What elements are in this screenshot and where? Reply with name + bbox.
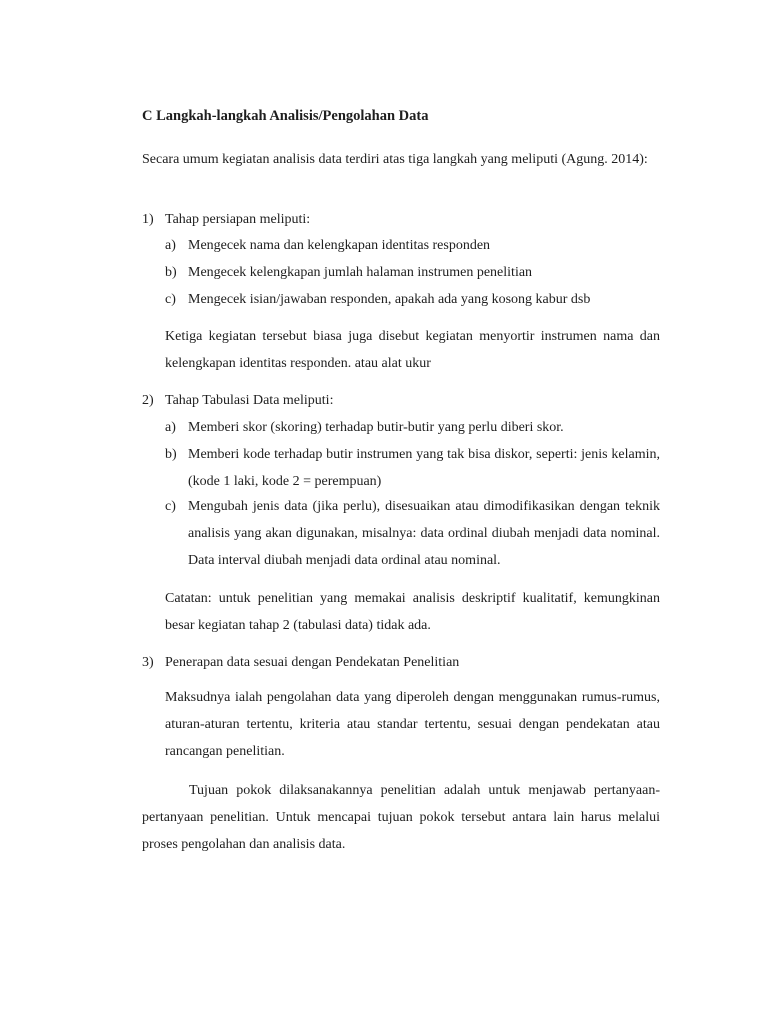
section-2-item-a-marker: a) bbox=[165, 420, 176, 435]
closing-paragraph: Tujuan pokok dilaksanakannya penelitian adalah untuk menjawab pertanyaan-pertanyaan penelitian. Untuk mencapai tujuan pokok tersebut antara lain harus melalui proses pengolahan dan analisis data. bbox=[142, 783, 660, 852]
section-1-note: Ketiga kegiatan tersebut biasa juga disebut kegiatan menyortir instrumen nama dan kelengkapan identitas responden. atau alat ukur bbox=[165, 329, 660, 371]
intro-paragraph: Secara umum kegiatan analisis data terdiri atas tiga langkah yang meliputi (Agung. 2014): bbox=[142, 152, 648, 167]
section-2-number: 2) bbox=[142, 393, 154, 408]
section-1-item-a-marker: a) bbox=[165, 238, 176, 253]
section-1-item-b: Mengecek kelengkapan jumlah halaman instrumen penelitian bbox=[188, 265, 533, 280]
section-1-item-c: Mengecek isian/jawaban responden, apakah ada yang kosong kabur dsb bbox=[188, 292, 591, 307]
section-1-item-b-marker: b) bbox=[165, 265, 177, 280]
section-2-item-c: Mengubah jenis data (jika perlu), disesuaikan atau dimodifikasikan dengan teknik analisis yang akan digunakan, misalnya: data ordinal diubah menjadi data nominal. Data interval diubah menjadi data ordinal atau nominal. bbox=[188, 499, 660, 568]
section-2-note: Catatan: untuk penelitian yang memakai analisis deskriptif kualitatif, kemungkinan besar kegiatan tahap 2 (tabulasi data) tidak ada. bbox=[165, 591, 660, 633]
section-1-title: Tahap persiapan meliputi: bbox=[165, 212, 311, 227]
section-3-title: Penerapan data sesuai dengan Pendekatan Penelitian bbox=[165, 655, 460, 670]
section-2-item-b: Memberi kode terhadap butir instrumen yang tak bisa diskor, seperti: jenis kelamin, (kode 1 laki, kode 2 = perempuan) bbox=[188, 447, 660, 489]
section-heading: C Langkah-langkah Analisis/Pengolahan Data bbox=[142, 108, 429, 124]
section-2-title: Tahap Tabulasi Data meliputi: bbox=[165, 393, 334, 408]
section-1-number: 1) bbox=[142, 212, 154, 227]
section-2-item-b-marker: b) bbox=[165, 447, 177, 462]
section-3-note: Maksudnya ialah pengolahan data yang diperoleh dengan menggunakan rumus-rumus, aturan-aturan tertentu, kriteria atau standar tertentu, sesuai dengan pendekatan atau rancangan penelitian. bbox=[165, 690, 660, 759]
section-2-item-c-marker: c) bbox=[165, 499, 176, 514]
section-2-item-a: Memberi skor (skoring) terhadap butir-butir yang perlu diberi skor. bbox=[188, 420, 564, 435]
section-1-item-c-marker: c) bbox=[165, 292, 176, 307]
section-1-item-a: Mengecek nama dan kelengkapan identitas responden bbox=[188, 238, 491, 253]
section-3-number: 3) bbox=[142, 655, 154, 670]
